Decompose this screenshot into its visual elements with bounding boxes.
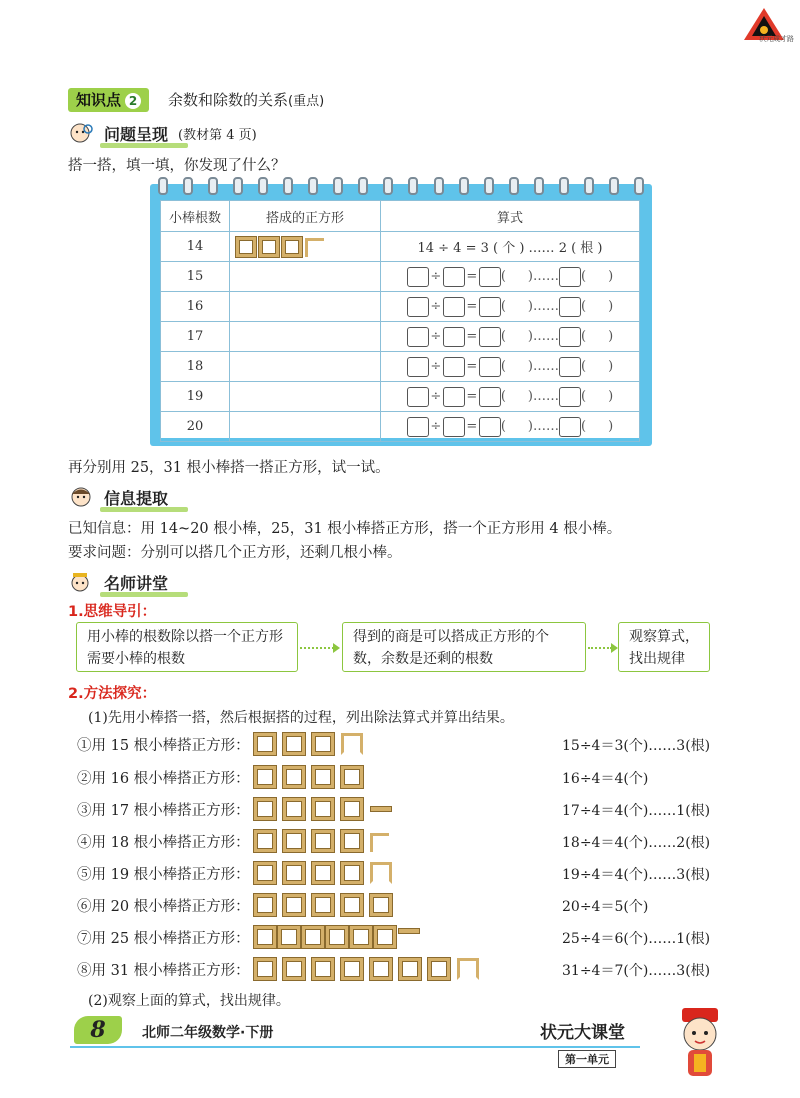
divisor-blank[interactable]: [443, 357, 465, 377]
remainder-blank[interactable]: [559, 417, 581, 437]
squares-answer-cell[interactable]: [230, 292, 381, 322]
stick-square-icon: [283, 958, 305, 980]
stick-square-icon: [302, 926, 324, 948]
ring-icon: [509, 177, 519, 195]
ring-icon: [383, 177, 393, 195]
squares-answer-cell[interactable]: [230, 262, 381, 292]
divisor-blank[interactable]: [443, 297, 465, 317]
kid-face-icon: [68, 485, 94, 509]
stick-figure: [254, 894, 399, 916]
stick-figure: [254, 926, 424, 948]
stick-square-icon: [236, 237, 256, 257]
method-step1: (1)先用小棒搭一搭，然后根据搭的过程，列出除法算式并算出结果。: [88, 710, 514, 726]
dividend-blank[interactable]: [407, 357, 429, 377]
flow-box-observe: 观察算式，找出规律: [618, 622, 710, 672]
paren: ): [527, 329, 533, 344]
paren: ): [608, 299, 614, 314]
info-section-header: [68, 485, 172, 509]
formula-answer-cell: [381, 382, 640, 412]
guide-title: 1.思维导引：: [68, 604, 157, 620]
row-label: ⑤用 19 根小棒搭正方形：: [77, 866, 250, 883]
stick-square-icon: [312, 766, 334, 788]
footer-divider: [70, 1046, 640, 1048]
stick-square-icon: [254, 926, 276, 948]
notebook-rings: [150, 177, 652, 191]
ring-icon: [434, 177, 444, 195]
row-count: 14: [161, 232, 230, 262]
ellipsis: ……: [533, 329, 559, 344]
row-count: 20: [161, 412, 230, 442]
stick-corner-icon: [370, 833, 389, 852]
flow-box-divide: 用小棒的根数除以搭一个正方形需要小棒的根数: [76, 622, 298, 672]
paren: (: [500, 359, 506, 374]
squares-answer-cell[interactable]: [230, 382, 381, 412]
knowledge-point-title: [168, 89, 324, 110]
paren: (: [581, 359, 587, 374]
method-result-17: 17÷4＝4(个)……1(根): [562, 803, 711, 819]
stick-square-icon: [399, 958, 421, 980]
stick-square-icon: [254, 958, 276, 980]
quotient-blank[interactable]: [479, 387, 501, 407]
ring-icon: [283, 177, 293, 195]
stick-square-icon: [312, 862, 334, 884]
brand-title: 状元大课堂: [540, 1023, 625, 1043]
ring-icon: [484, 177, 494, 195]
question-info: 要求问题：分别可以搭几个正方形，还剩几根小棒。: [68, 545, 402, 561]
logo-text: 状元成才路: [759, 35, 794, 43]
paren: ): [608, 389, 614, 404]
stick-open-square-icon: [370, 862, 392, 884]
flow-arrow-icon: [588, 647, 612, 651]
paren: (: [581, 329, 587, 344]
stick-open-square-icon: [457, 958, 479, 980]
stick-figure: [254, 766, 370, 788]
stick-square-icon: [254, 830, 276, 852]
stick-square-icon: [370, 958, 392, 980]
squares-answer-cell[interactable]: [230, 322, 381, 352]
divide-sign: ÷: [430, 269, 442, 284]
ring-icon: [208, 177, 218, 195]
problem-section-header: [68, 121, 257, 145]
stick-square-icon: [283, 798, 305, 820]
stick-square-icon: [283, 830, 305, 852]
ellipsis: ……: [533, 359, 559, 374]
ring-icon: [158, 177, 168, 195]
problem-label: 问题呈现: [100, 122, 172, 145]
mascot-boy-icon: [668, 1004, 732, 1084]
row-label: ③用 17 根小棒搭正方形：: [77, 802, 250, 819]
flow-box-result: 得到的商是可以搭成正方形的个数，余数是还剩的根数: [342, 622, 586, 672]
equals-sign: =: [466, 359, 478, 374]
dividend-blank[interactable]: [407, 297, 429, 317]
known-info: 已知信息：用 14~20 根小棒，25，31 根小棒搭正方形，搭一个正方形用 4 根小棒。: [68, 521, 622, 537]
ring-icon: [584, 177, 594, 195]
stick-square-icon: [374, 926, 396, 948]
row-label: ⑦用 25 根小棒搭正方形：: [77, 930, 250, 947]
table-row: [161, 262, 640, 292]
row-label: ①用 15 根小棒搭正方形：: [77, 737, 250, 754]
exercise-table: [160, 200, 640, 442]
divisor-blank[interactable]: [443, 327, 465, 347]
stick-square-icon: [259, 237, 279, 257]
unit-label: 第一单元: [558, 1050, 616, 1068]
stick-icon: [370, 806, 392, 812]
ring-icon: [358, 177, 368, 195]
ring-icon: [233, 177, 243, 195]
paren: (: [500, 329, 506, 344]
formula-answer-cell: [381, 262, 640, 292]
problem-note: (教材第 4 页): [178, 127, 257, 143]
paren: (: [500, 269, 506, 284]
paren: ): [608, 419, 614, 434]
try-instruction: 再分别用 25，31 根小棒搭一搭正方形，试一试。: [68, 460, 390, 476]
stick-square-icon: [428, 958, 450, 980]
remainder-blank[interactable]: [559, 357, 581, 377]
stick-square-icon: [350, 926, 372, 948]
stick-square-icon: [341, 798, 363, 820]
ring-icon: [459, 177, 469, 195]
stick-square-icon: [254, 733, 276, 755]
header-stick-count: 小棒根数: [161, 201, 230, 232]
divisor-blank[interactable]: [443, 417, 465, 437]
stick-figure: [254, 958, 486, 980]
stick-square-icon: [283, 733, 305, 755]
table-header-row: [161, 201, 640, 232]
quotient-blank[interactable]: [479, 417, 501, 437]
header-formula: 算式: [381, 201, 640, 232]
paren: (: [581, 269, 587, 284]
row-count: 18: [161, 352, 230, 382]
stick-corner-icon: [305, 238, 324, 257]
equals-sign: =: [466, 419, 478, 434]
ellipsis: ……: [533, 269, 559, 284]
stick-icon: [398, 928, 420, 934]
row-label: ②用 16 根小棒搭正方形：: [77, 770, 250, 787]
stick-square-icon: [312, 958, 334, 980]
teacher-section-header: [68, 570, 172, 594]
dividend-blank[interactable]: [407, 417, 429, 437]
paren: (: [581, 389, 587, 404]
stick-square-icon: [282, 237, 302, 257]
equals-sign: =: [466, 299, 478, 314]
dividend-blank[interactable]: [407, 267, 429, 287]
method-row-15: [77, 733, 370, 755]
method-row-31: [77, 958, 486, 980]
row-count: 19: [161, 382, 230, 412]
ring-icon: [634, 177, 644, 195]
table-row: [161, 412, 640, 442]
ring-icon: [559, 177, 569, 195]
badge-label: 知识点: [76, 91, 122, 109]
remainder-blank[interactable]: [559, 387, 581, 407]
teacher-icon: [68, 570, 94, 594]
method-result-20: 20÷4＝5(个): [562, 899, 649, 915]
stick-square-icon: [312, 798, 334, 820]
stick-square-icon: [312, 733, 334, 755]
ring-icon: [258, 177, 268, 195]
stick-square-icon: [341, 830, 363, 852]
stick-squares-14: [230, 232, 381, 262]
formula-answer-cell: [381, 352, 640, 382]
method-row-17: [77, 798, 396, 820]
problem-instruction: 搭一搭，填一填，你发现了什么？: [68, 158, 286, 174]
quotient-blank[interactable]: [479, 267, 501, 287]
row-count: 15: [161, 262, 230, 292]
stick-square-icon: [254, 862, 276, 884]
equals-sign: =: [466, 329, 478, 344]
exercise-table-container: [160, 200, 640, 438]
row-count: 17: [161, 322, 230, 352]
paren: ): [608, 269, 614, 284]
stick-square-icon: [278, 926, 300, 948]
title-text: 余数和除数的关系: [168, 91, 289, 109]
paren: ): [527, 389, 533, 404]
ring-icon: [308, 177, 318, 195]
divisor-blank[interactable]: [443, 387, 465, 407]
stick-square-icon: [312, 830, 334, 852]
stick-figure: [254, 798, 396, 820]
table-row: [161, 232, 640, 262]
formula-answer-cell: [381, 292, 640, 322]
method-result-15: 15÷4＝3(个)……3(根): [562, 738, 711, 754]
remainder-blank[interactable]: [559, 297, 581, 317]
squares-answer-cell[interactable]: [230, 412, 381, 442]
divide-sign: ÷: [430, 389, 442, 404]
stick-square-icon: [341, 766, 363, 788]
method-title: 2.方法探究：: [68, 686, 157, 702]
dividend-blank[interactable]: [407, 387, 429, 407]
formula-answer-cell: [381, 322, 640, 352]
divisor-blank[interactable]: [443, 267, 465, 287]
divide-sign: ÷: [430, 299, 442, 314]
stick-square-icon: [283, 766, 305, 788]
info-label: 信息提取: [100, 486, 172, 509]
paren: ): [527, 299, 533, 314]
paren: ): [608, 359, 614, 374]
ring-icon: [408, 177, 418, 195]
method-row-25: [77, 926, 424, 948]
stick-square-icon: [326, 926, 348, 948]
method-result-18: 18÷4＝4(个)……2(根): [562, 835, 711, 851]
stick-square-icon: [254, 766, 276, 788]
divide-sign: ÷: [430, 419, 442, 434]
divide-sign: ÷: [430, 329, 442, 344]
row-label: ④用 18 根小棒搭正方形：: [77, 834, 250, 851]
remainder-blank[interactable]: [559, 327, 581, 347]
method-result-19: 19÷4＝4(个)……3(根): [562, 867, 711, 883]
method-step2: (2)观察上面的算式，找出规律。: [88, 993, 290, 1009]
row-formula: 14 ÷ 4 = 3 ( 个 ) …… 2 ( 根 ): [381, 232, 640, 262]
teacher-label: 名师讲堂: [100, 571, 172, 594]
paren: (: [500, 419, 506, 434]
paren: ): [608, 329, 614, 344]
stick-figure: [254, 733, 370, 755]
badge-number: 2: [125, 93, 141, 109]
method-result-31: 31÷4＝7(个)……3(根): [562, 963, 711, 979]
page-number: 8: [74, 1016, 122, 1044]
stick-square-icon: [254, 798, 276, 820]
header-squares: 搭成的正方形: [230, 201, 381, 232]
table-row: [161, 352, 640, 382]
equals-sign: =: [466, 389, 478, 404]
stick-square-icon: [283, 894, 305, 916]
quotient-blank[interactable]: [479, 297, 501, 317]
squares-answer-cell[interactable]: [230, 352, 381, 382]
flow-arrow-icon: [300, 647, 334, 651]
method-row-18: [77, 830, 389, 852]
paren: (: [581, 299, 587, 314]
stick-square-icon: [341, 894, 363, 916]
table-row: [161, 382, 640, 412]
method-row-19: [77, 862, 399, 884]
stick-square-icon: [341, 958, 363, 980]
stick-square-icon: [370, 894, 392, 916]
ring-icon: [609, 177, 619, 195]
row-label: ⑧用 31 根小棒搭正方形：: [77, 962, 250, 979]
row-count: 16: [161, 292, 230, 322]
paren: (: [581, 419, 587, 434]
method-row-16: [77, 766, 370, 788]
table-row: [161, 322, 640, 352]
divide-sign: ÷: [430, 359, 442, 374]
table-row: [161, 292, 640, 322]
equals-sign: =: [466, 269, 478, 284]
stick-square-icon: [341, 862, 363, 884]
paren: (: [500, 389, 506, 404]
stick-figure: [254, 830, 389, 852]
ring-icon: [333, 177, 343, 195]
quotient-blank[interactable]: [479, 357, 501, 377]
stick-figure: [254, 862, 399, 884]
formula-answer-cell: [381, 412, 640, 442]
knowledge-point-badge: [68, 88, 149, 112]
stick-square-icon: [283, 862, 305, 884]
ellipsis: ……: [533, 419, 559, 434]
stick-open-square-icon: [341, 733, 363, 755]
ellipsis: ……: [533, 389, 559, 404]
ellipsis: ……: [533, 299, 559, 314]
method-row-20: [77, 894, 399, 916]
paren: ): [527, 269, 533, 284]
paren: ): [527, 359, 533, 374]
stick-square-icon: [254, 894, 276, 916]
dividend-blank[interactable]: [407, 327, 429, 347]
quotient-blank[interactable]: [479, 327, 501, 347]
title-note: (重点): [288, 94, 325, 109]
ring-icon: [534, 177, 544, 195]
method-result-16: 16÷4＝4(个): [562, 771, 649, 787]
method-result-25: 25÷4＝6(个)……1(根): [562, 931, 711, 947]
row-label: ⑥用 20 根小棒搭正方形：: [77, 898, 250, 915]
magnifier-kid-icon: [68, 121, 94, 145]
paren: ): [527, 419, 533, 434]
remainder-blank[interactable]: [559, 267, 581, 287]
paren: (: [500, 299, 506, 314]
ring-icon: [183, 177, 193, 195]
stick-square-icon: [312, 894, 334, 916]
book-title: 北师二年级数学·下册: [142, 1025, 274, 1041]
